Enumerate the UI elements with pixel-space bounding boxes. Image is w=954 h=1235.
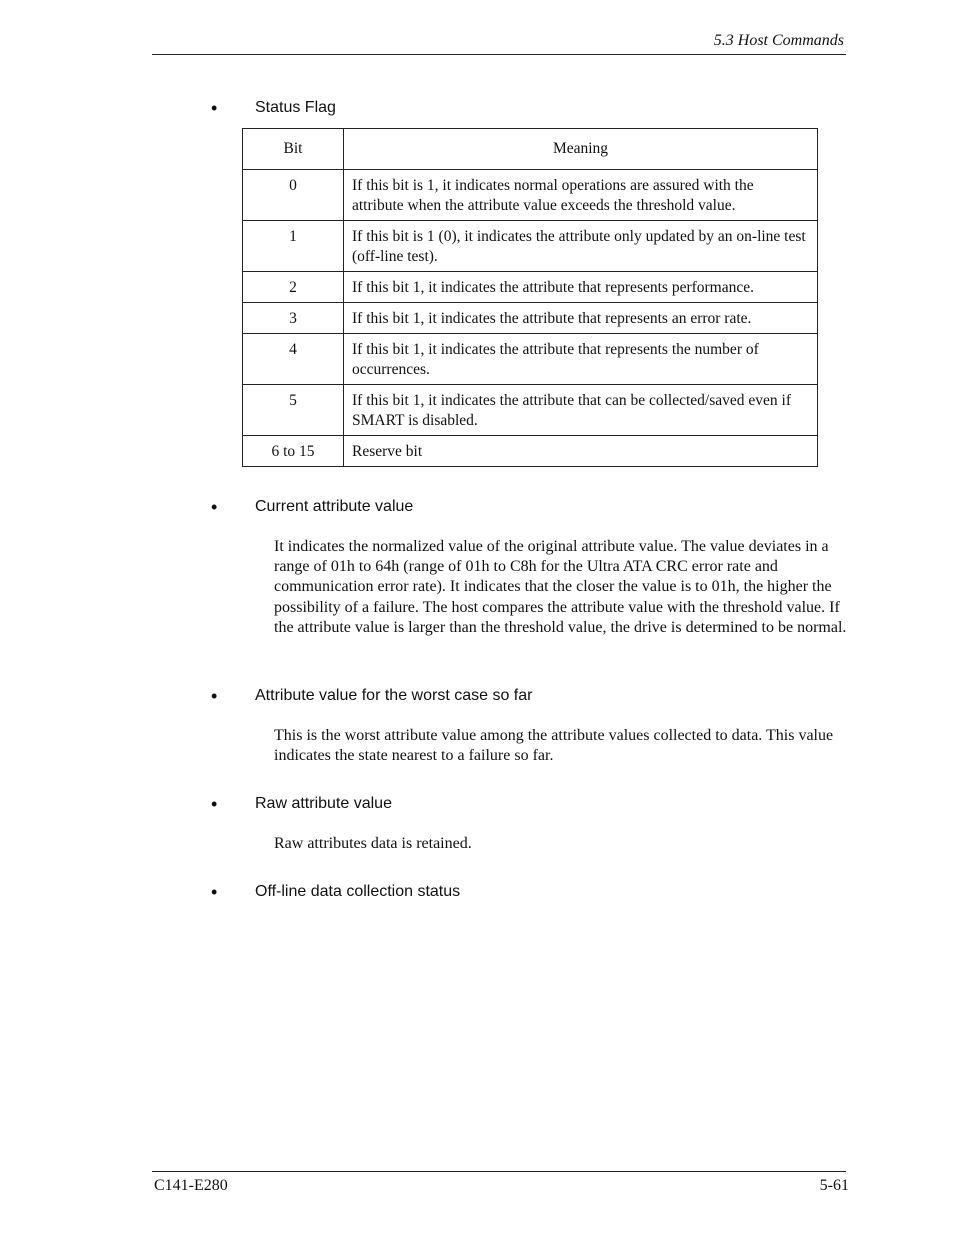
bullet: •: [211, 686, 218, 706]
page-header-title: 5.3 Host Commands: [713, 32, 844, 49]
bit-cell: 0: [243, 170, 344, 221]
bullet: •: [211, 794, 218, 814]
header-rule: [152, 54, 846, 55]
bit-cell: 4: [243, 334, 344, 385]
meaning-cell: If this bit 1, it indicates the attribute that represents the number of occurrences.: [344, 334, 818, 385]
paragraph-raw-attribute-value: Raw attributes data is retained.: [274, 835, 472, 852]
bit-cell: 2: [243, 272, 344, 303]
meaning-cell: If this bit 1, it indicates the attribute that can be collected/saved even if SMART is disabled.: [344, 385, 818, 436]
table-row: [243, 334, 818, 385]
section-heading-worst-case-value: Attribute value for the worst case so far: [255, 687, 533, 704]
footer-document-id: C141-E280: [154, 1177, 228, 1194]
meaning-cell: If this bit 1, it indicates the attribute that represents performance.: [344, 272, 818, 303]
section-heading-current-attribute-value: Current attribute value: [255, 498, 414, 515]
column-header-meaning: Meaning: [344, 129, 818, 170]
bit-cell: 3: [243, 303, 344, 334]
column-header-bit: Bit: [243, 129, 344, 170]
section-heading-status-flag: Status Flag: [255, 99, 336, 116]
meaning-cell: Reserve bit: [344, 436, 818, 467]
table-row: [243, 436, 818, 467]
paragraph-worst-case-value: This is the worst attribute value among the attribute values collected to data. This value indicates the state nearest to a failure so far.: [274, 727, 834, 765]
bit-cell: 5: [243, 385, 344, 436]
table-header-row: [243, 129, 818, 170]
bullet: •: [211, 497, 218, 517]
bit-cell: 6 to 15: [243, 436, 344, 467]
table-row: [243, 272, 818, 303]
meaning-cell: If this bit 1, it indicates the attribute that represents an error rate.: [344, 303, 818, 334]
paragraph-current-attribute-value: It indicates the normalized value of the original attribute value. The value deviates in a range of 01h to 64h (range of 01h to C8h for the Ultra ATA CRC error rate and communication error rate). It indicates that the closer the value is to 01h, the higher the possibility of a failure. The host compares the attribute value with the threshold value. If the attribute value is larger than the threshold value, the drive is determined to be normal.: [274, 538, 847, 636]
table-row: [243, 303, 818, 334]
status-flag-table: [242, 128, 818, 467]
section-heading-raw-attribute-value: Raw attribute value: [255, 795, 392, 812]
bullet: •: [211, 882, 218, 902]
bullet: •: [211, 98, 218, 118]
footer-rule: [152, 1171, 846, 1172]
bit-cell: 1: [243, 221, 344, 272]
table-row: [243, 221, 818, 272]
meaning-cell: If this bit is 1, it indicates normal operations are assured with the attribute when the attribute value exceeds the threshold value.: [344, 170, 818, 221]
footer-page-number: 5-61: [819, 1177, 849, 1194]
section-heading-offline-data-collection-status: Off-line data collection status: [255, 883, 461, 900]
meaning-cell: If this bit is 1 (0), it indicates the attribute only updated by an on-line test (off-line test).: [344, 221, 818, 272]
table-row: [243, 170, 818, 221]
table-row: [243, 385, 818, 436]
